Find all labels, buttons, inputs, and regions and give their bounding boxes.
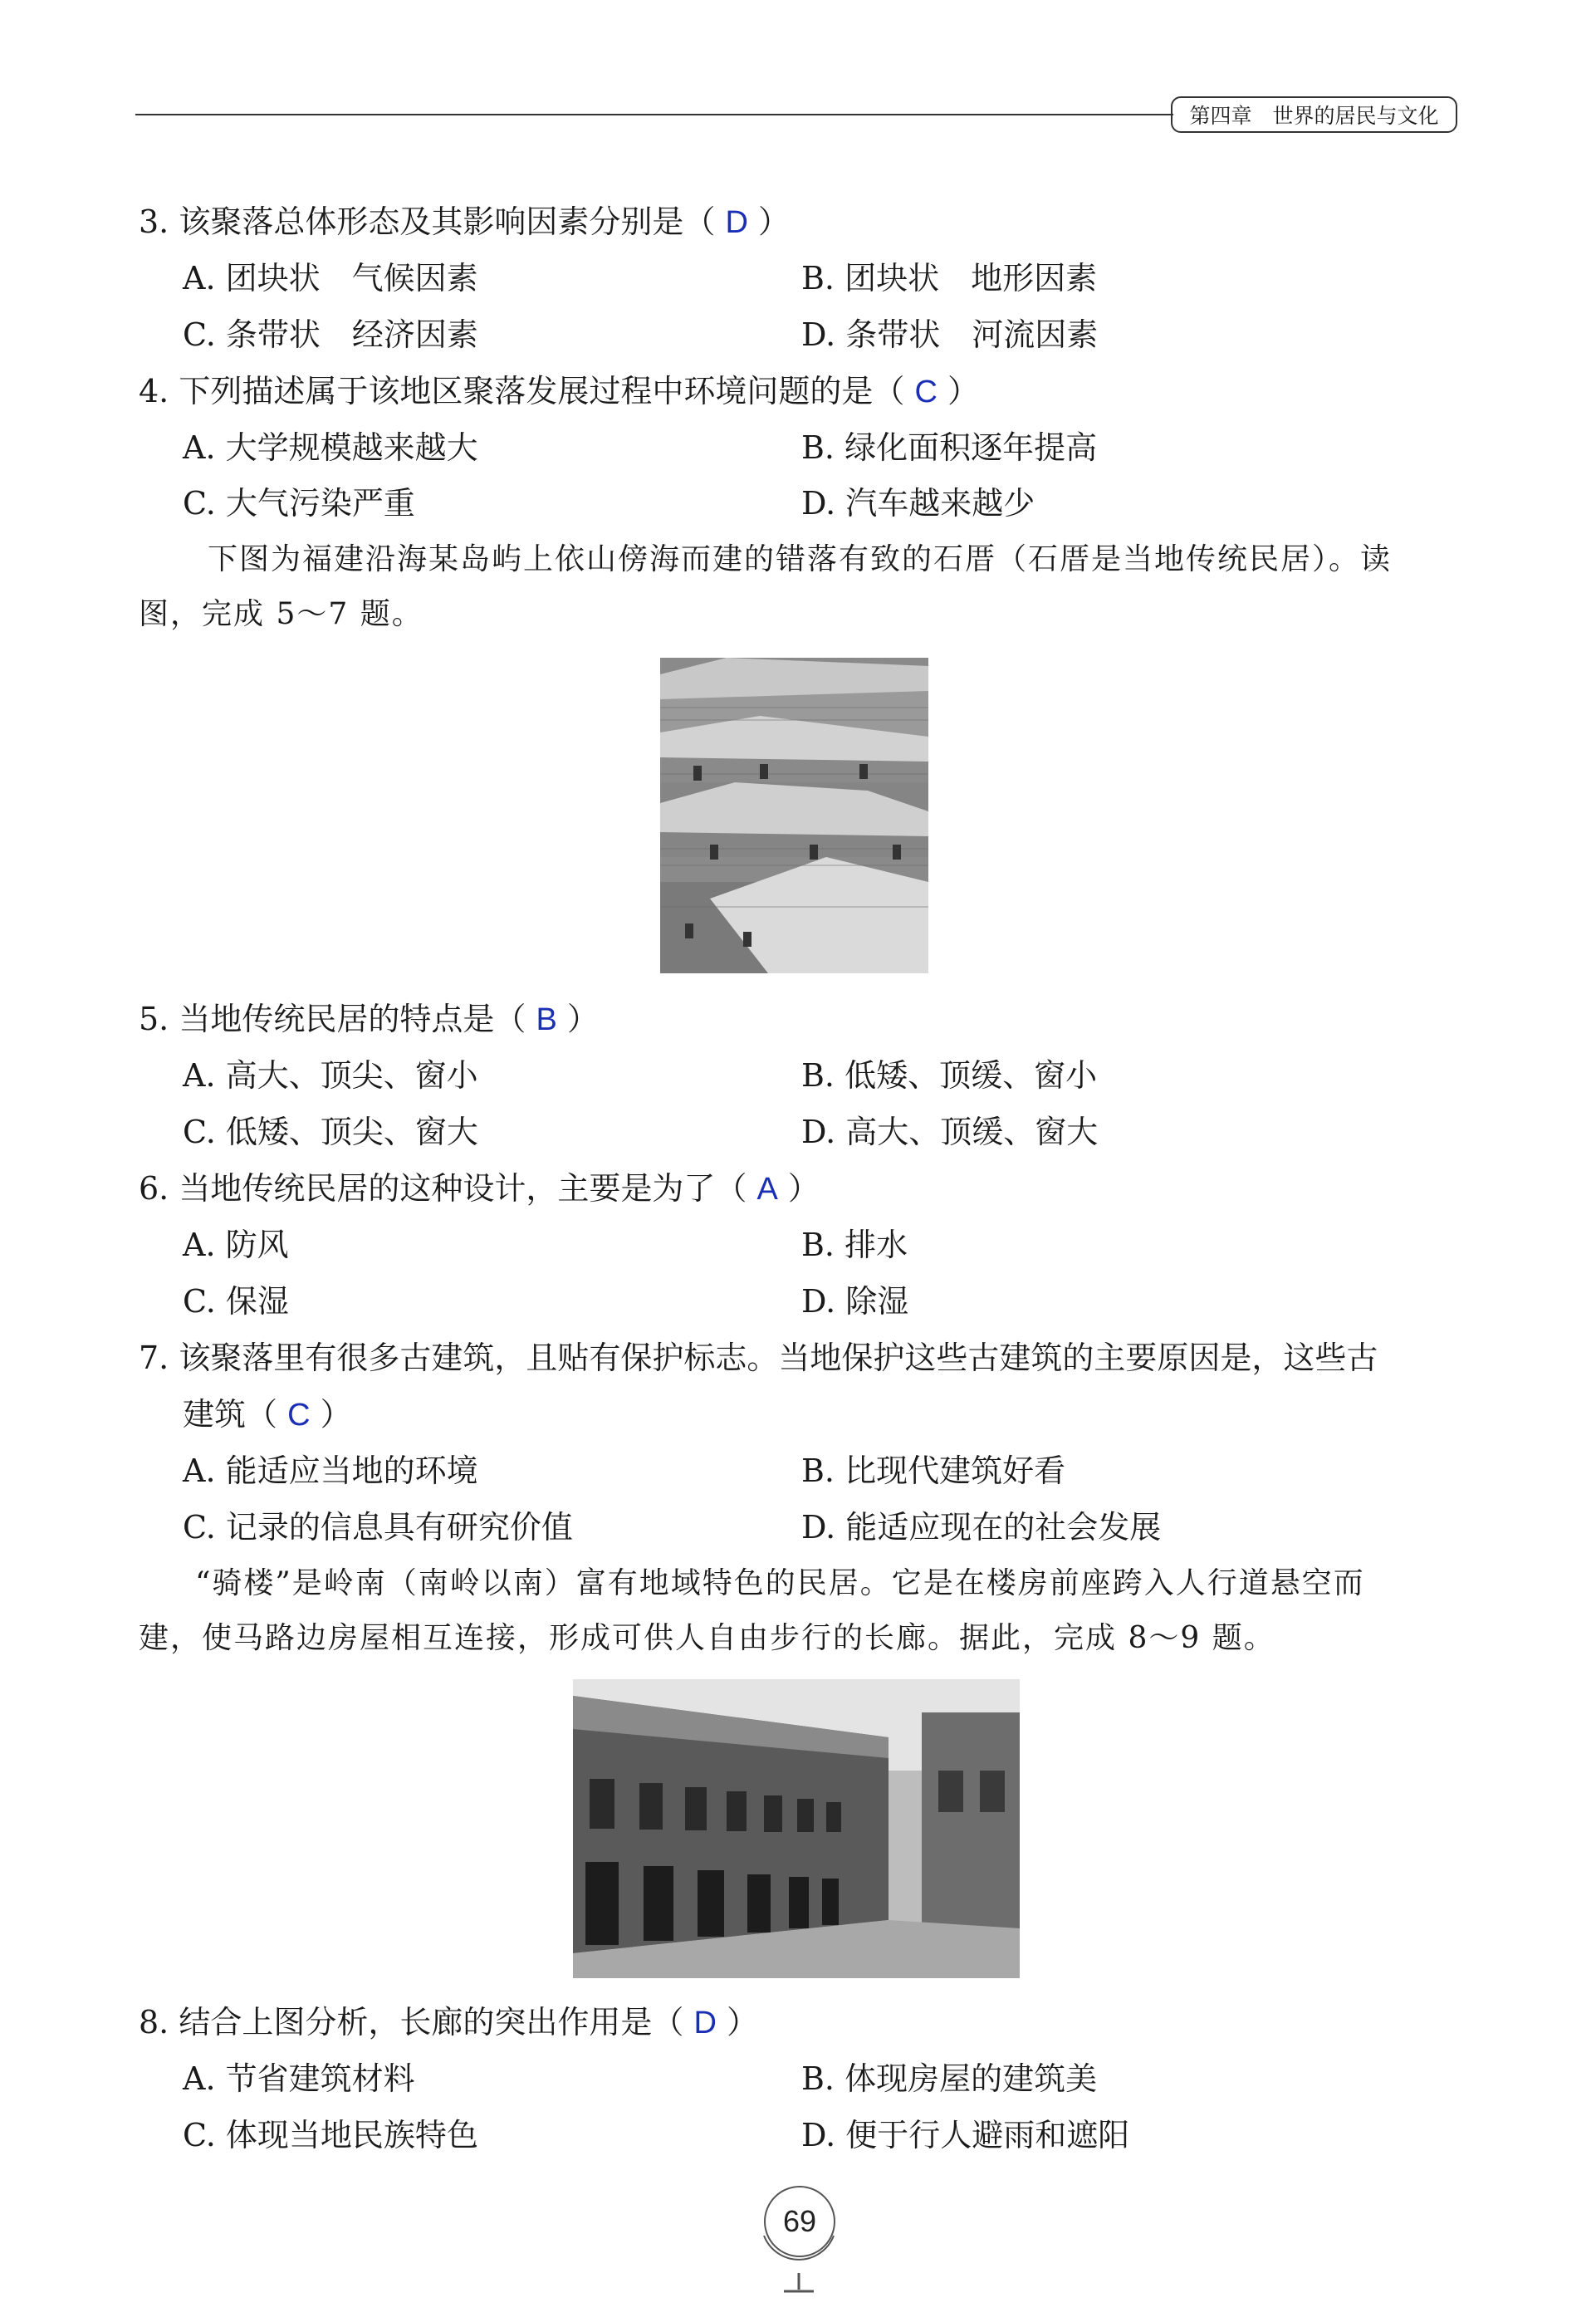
- question-6: [139, 1168, 820, 1210]
- question-8: [139, 2001, 758, 2044]
- question-stem: 建筑（: [183, 1396, 278, 1433]
- question-close: ）: [757, 203, 790, 240]
- intro-paragraph-line: 建，使马路边房屋相互连接，形成可供人自由步行的长廊。据此，完成 8～9 题。: [139, 1621, 1275, 1655]
- answer-mark: D: [693, 2006, 717, 2040]
- option-a: A. 能适应当地的环境: [183, 1452, 478, 1489]
- intro-paragraph-line: “骑楼”是岭南（南岭以南）富有地域特色的民居。它是在楼房前座跨入人行道悬空而: [195, 1566, 1365, 1600]
- stone-house-photo: [660, 658, 928, 973]
- question-7: 7. 该聚落里有很多古建筑，且贴有保护标志。当地保护这些古建筑的主要原因是，这些古: [139, 1340, 1378, 1376]
- option-c: C. 记录的信息具有研究价值: [183, 1509, 573, 1546]
- page-number: 69: [764, 2186, 835, 2257]
- option-d: D. 条带状 河流因素: [801, 316, 1099, 353]
- option-a: A. 节省建筑材料: [183, 2060, 415, 2097]
- question-stem: 4. 下列描述属于该地区聚落发展过程中环境问题的是（: [139, 373, 905, 409]
- option-b: B. 团块状 地形因素: [801, 260, 1098, 296]
- option-a: A. 团块状 气候因素: [183, 260, 478, 296]
- option-d: D. 汽车越来越少: [801, 485, 1035, 522]
- question-5: [139, 998, 599, 1041]
- option-a: A. 大学规模越来越大: [183, 429, 478, 466]
- question-7-cont: [183, 1394, 352, 1436]
- option-d: D. 便于行人避雨和遮阳: [801, 2117, 1130, 2153]
- option-c: C. 条带状 经济因素: [183, 316, 478, 353]
- question-stem: 3. 该聚落总体形态及其影响因素分别是（: [139, 203, 716, 240]
- option-a: A. 防风: [183, 1227, 289, 1263]
- answer-mark: B: [536, 1002, 557, 1037]
- question-stem: 8. 结合上图分析，长廊的突出作用是（: [139, 2004, 684, 2040]
- question-close: ）: [726, 2004, 758, 2040]
- question-close: ）: [947, 373, 979, 409]
- answer-mark: A: [756, 1172, 778, 1207]
- question-close: ）: [787, 1170, 820, 1207]
- answer-mark: D: [725, 205, 748, 240]
- intro-paragraph-line: 图，完成 5～7 题。: [139, 597, 423, 631]
- option-c: C. 保湿: [183, 1283, 289, 1320]
- question-3: [139, 201, 790, 243]
- question-stem: 5. 当地传统民居的特点是（: [139, 1001, 526, 1037]
- globe-stand-icon: [757, 2186, 840, 2310]
- arcade-building-photo: [573, 1679, 1020, 1978]
- option-b: B. 排水: [801, 1227, 908, 1263]
- option-b: B. 绿化面积逐年提高: [801, 429, 1098, 466]
- answer-mark: C: [914, 375, 938, 409]
- option-b: B. 体现房屋的建筑美: [801, 2060, 1098, 2097]
- option-a: A. 高大、顶尖、窗小: [183, 1057, 478, 1094]
- question-close: ）: [566, 1001, 599, 1037]
- header-rule: [135, 114, 1173, 115]
- question-4: [139, 370, 979, 413]
- intro-paragraph-line: 下图为福建沿海某岛屿上依山傍海而建的错落有致的石厝（石厝是当地传统民居）。读: [208, 542, 1393, 576]
- option-d: D. 除湿: [801, 1283, 909, 1320]
- option-b: B. 比现代建筑好看: [801, 1452, 1066, 1489]
- option-d: D. 高大、顶缓、窗大: [801, 1114, 1099, 1150]
- option-c: C. 体现当地民族特色: [183, 2117, 478, 2153]
- option-c: C. 大气污染严重: [183, 485, 415, 522]
- answer-mark: C: [287, 1398, 311, 1433]
- chapter-header: 第四章 世界的居民与文化: [1171, 96, 1457, 133]
- option-b: B. 低矮、顶缓、窗小: [801, 1057, 1098, 1094]
- option-d: D. 能适应现在的社会发展: [801, 1509, 1162, 1546]
- page-number-badge: [757, 2186, 840, 2310]
- option-c: C. 低矮、顶尖、窗大: [183, 1114, 478, 1150]
- question-stem: 6. 当地传统民居的这种设计，主要是为了（: [139, 1170, 747, 1207]
- question-close: ）: [320, 1396, 352, 1433]
